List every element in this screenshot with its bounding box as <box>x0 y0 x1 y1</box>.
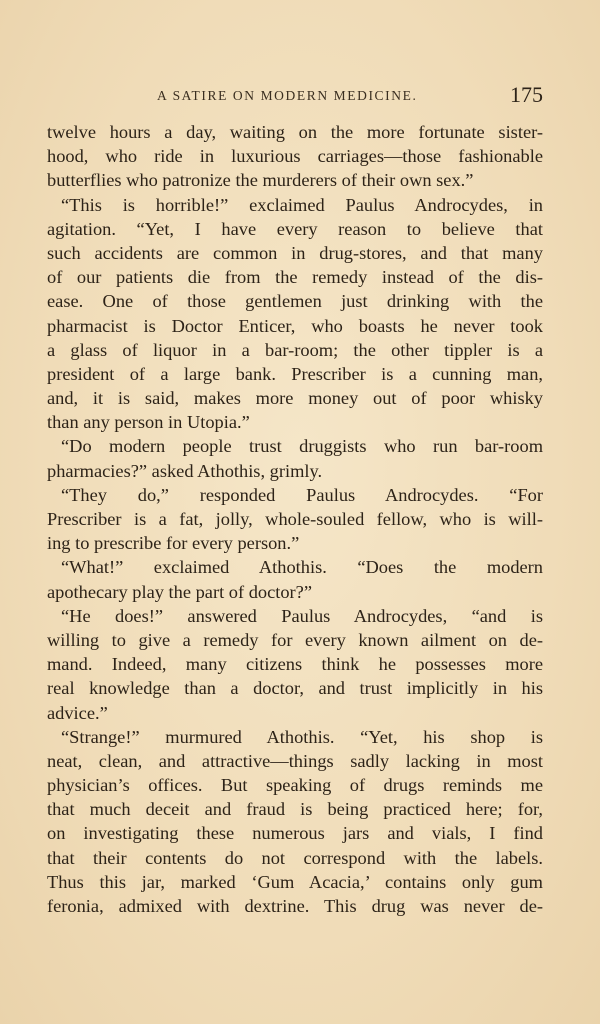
text-line: advice.” <box>47 702 108 723</box>
text-line: on investigating these numerous jars and vials, I find <box>47 823 543 844</box>
text-line: feronia, admixed with dextrine. This drug was never de- <box>47 896 543 916</box>
text-line: mand. Indeed, many citizens think he possesses more <box>47 654 543 675</box>
text-line: willing to give a remedy for every known ailment on de- <box>47 629 543 650</box>
text-line: neat, clean, and attractive—things sadly lacking in most <box>47 750 543 771</box>
text-line: pharmacies?” asked Athothis, grimly. <box>47 460 323 481</box>
text-line: hood, who ride in luxurious carriages—those fashionable <box>47 146 543 167</box>
text-line: twelve hours a day, waiting on the more fortunate sister- <box>47 122 543 142</box>
text-line: “He does!” answered Paulus Androcydes, “and is <box>61 605 543 626</box>
body-text <box>47 120 543 918</box>
text-line: and, it is said, makes more money out of poor whisky <box>47 388 543 409</box>
page-number: 175 <box>510 82 543 107</box>
text-line: butterflies who patronize the murderers of their own sex.” <box>47 170 474 191</box>
text-line: that much deceit and fraud is being practiced here; for, <box>47 799 543 820</box>
text-line: apothecary play the part of doctor?” <box>47 581 313 602</box>
running-head: A SATIRE ON MODERN MEDICINE. <box>157 88 418 103</box>
text-line: Thus this jar, marked ‘Gum Acacia,’ contains only gum <box>47 871 543 892</box>
text-line: “Strange!” murmured Athothis. “Yet, his shop is <box>61 726 543 747</box>
text-line: “What!” exclaimed Athothis. “Does the modern <box>61 557 543 578</box>
text-line: “They do,” responded Paulus Androcydes. “For <box>61 484 543 505</box>
text-line: of our patients die from the remedy instead of the dis- <box>47 267 543 288</box>
text-line: agitation. “Yet, I have every reason to believe that <box>47 218 543 239</box>
page-header <box>47 82 543 110</box>
text-line: such accidents are common in drug-stores, and that many <box>47 242 543 263</box>
text-line: a glass of liquor in a bar-room; the other tippler is a <box>47 339 543 360</box>
text-line: physician’s offices. But speaking of drugs reminds me <box>47 775 543 796</box>
text-line: Prescriber is a fat, jolly, whole-souled fellow, who is will- <box>47 509 543 529</box>
text-line: “This is horrible!” exclaimed Paulus Androcydes, in <box>61 194 543 215</box>
text-line: president of a large bank. Prescriber is a cunning man, <box>47 363 543 384</box>
text-line: pharmacist is Doctor Enticer, who boasts he never took <box>47 315 543 336</box>
text-line: real knowledge than a doctor, and trust implicitly in his <box>47 678 543 699</box>
text-line: “Do modern people trust druggists who run bar-room <box>61 436 543 457</box>
text-line: ing to prescribe for every person.” <box>47 533 300 554</box>
text-line: ease. One of those gentlemen just drinking with the <box>47 291 543 312</box>
text-line: that their contents do not correspond with the labels. <box>47 847 543 868</box>
text-line: than any person in Utopia.” <box>47 412 250 433</box>
